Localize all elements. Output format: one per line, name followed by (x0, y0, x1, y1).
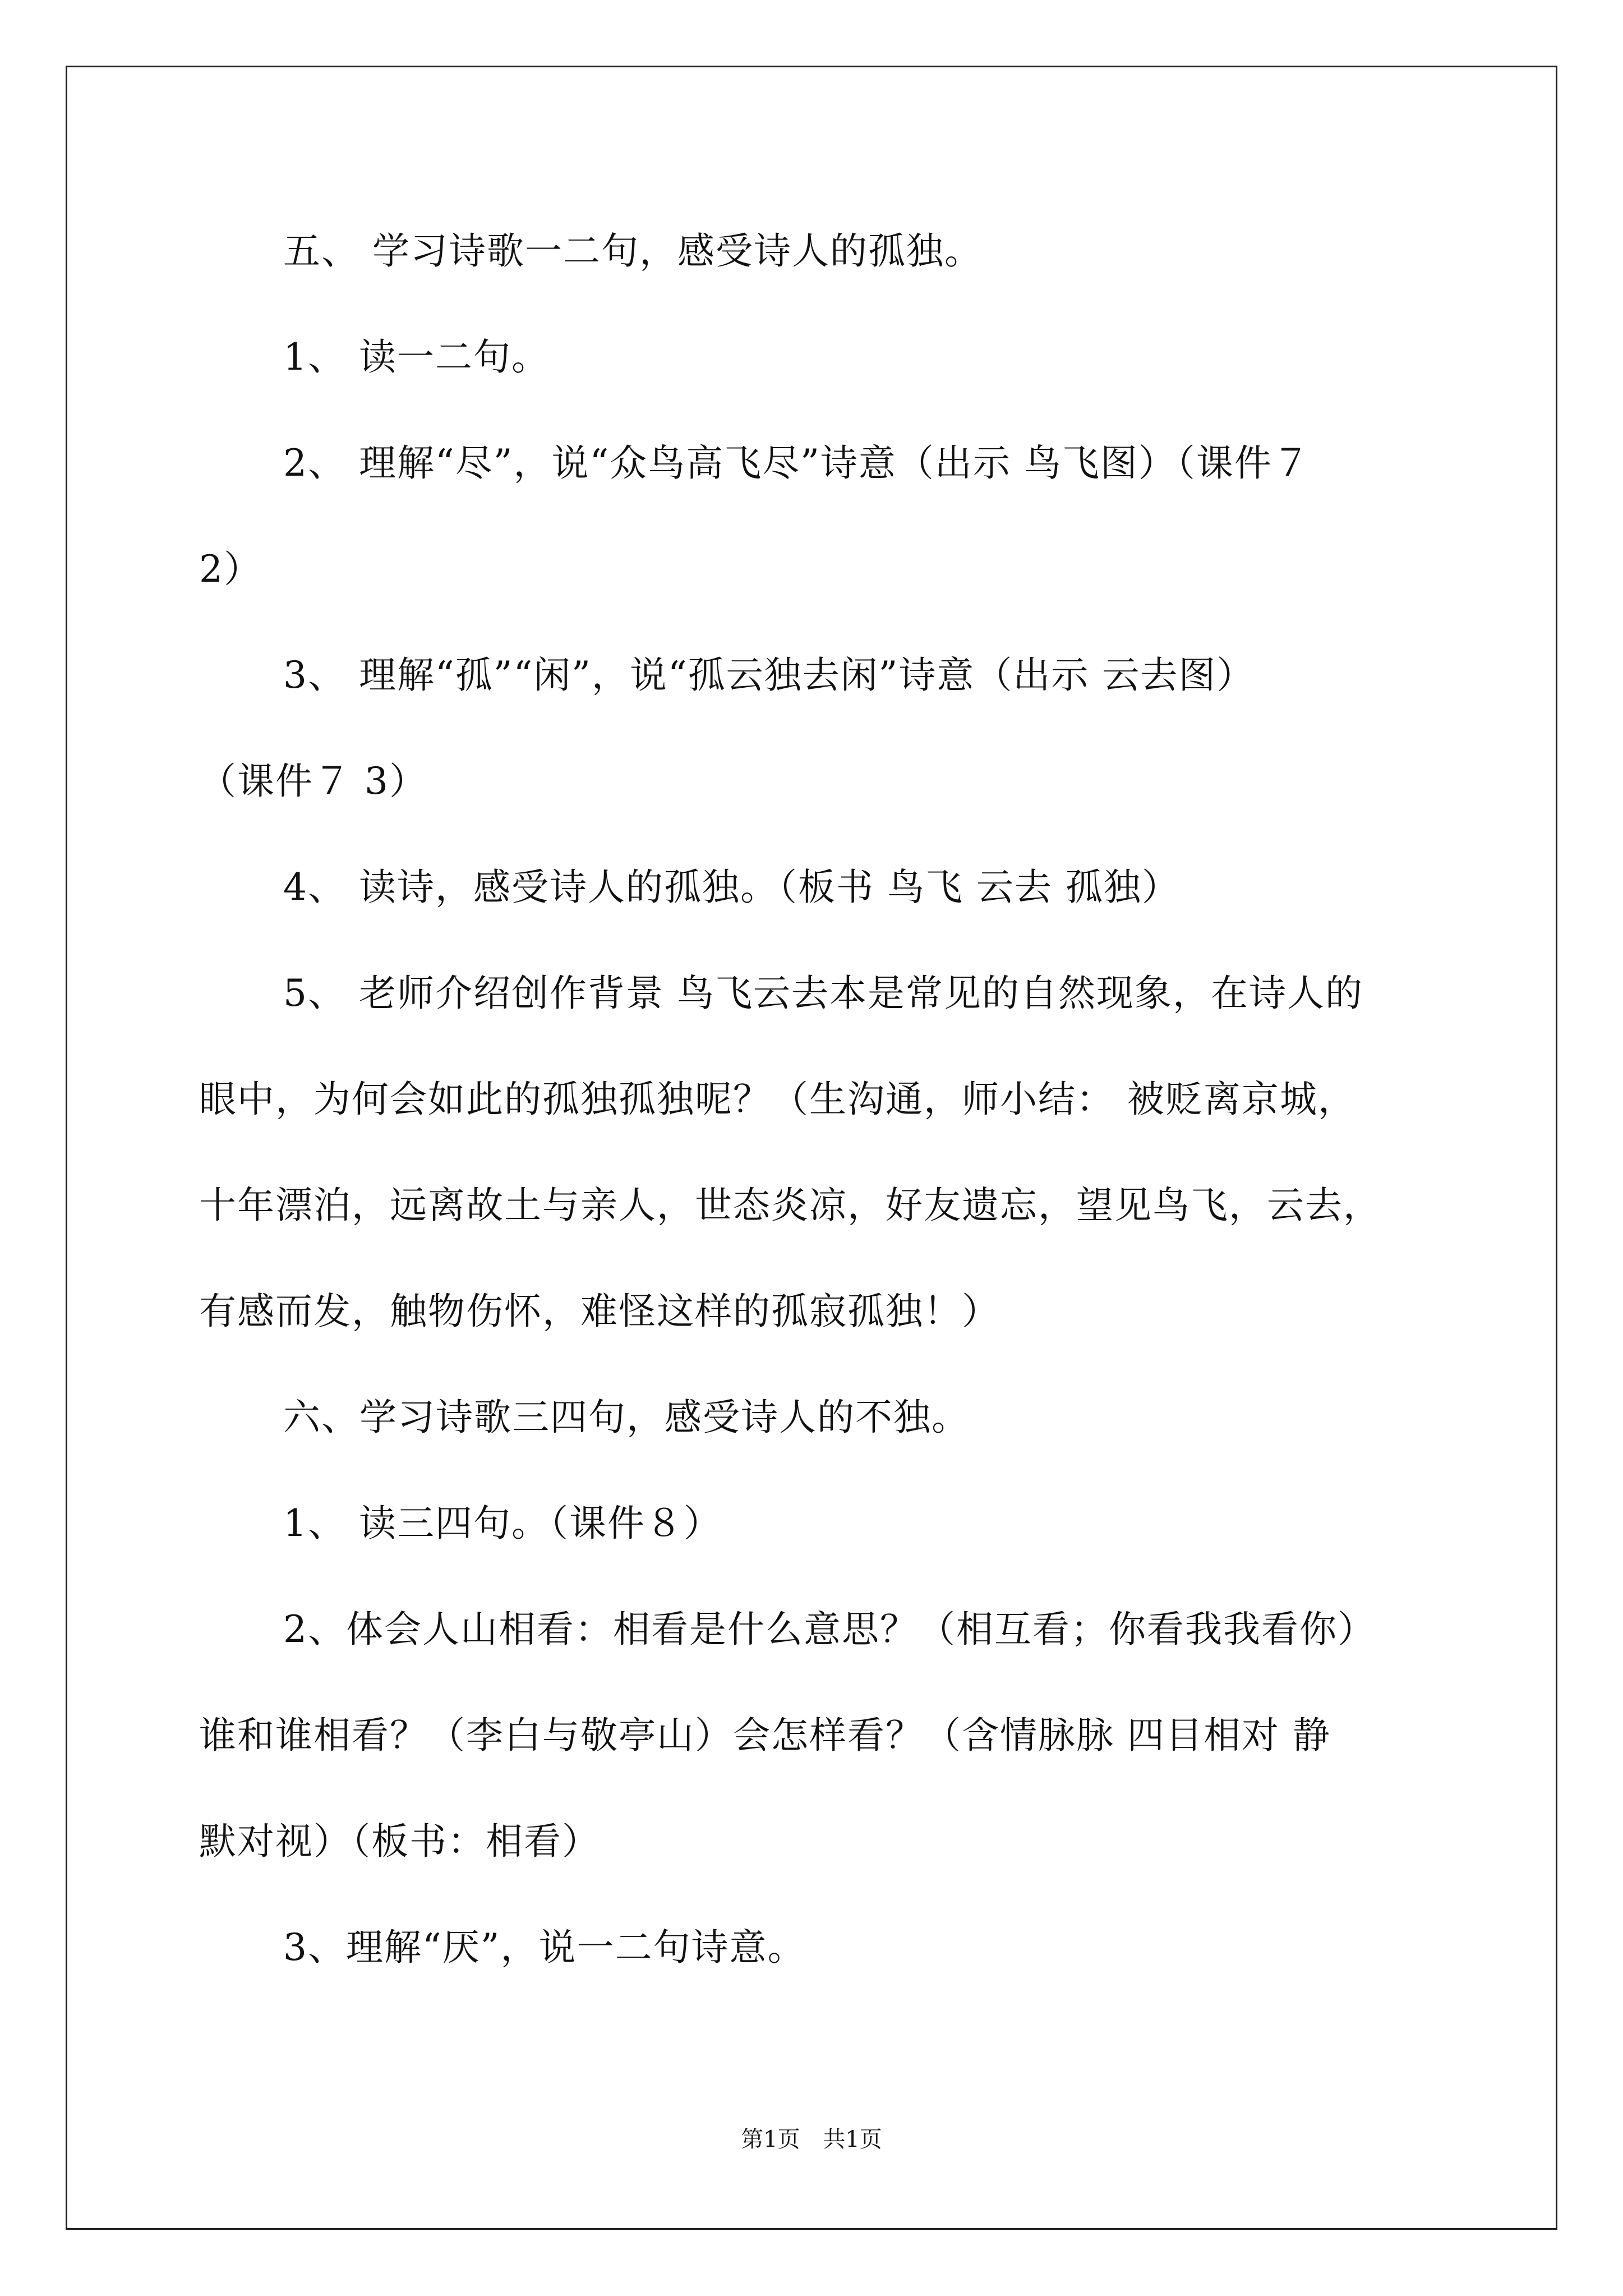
page-total: 共1页 (823, 2127, 882, 2152)
page-footer (0, 2123, 1623, 2156)
paragraph-item-6-1: 1、 读三四句。（课件８） (283, 1502, 722, 1545)
paragraph-item-3-cont: （课件７ 3） (199, 760, 427, 803)
paragraph-item-5: 5、 老师介绍创作背景 鸟飞云去本是常见的自然现象，在诗人的 (283, 972, 1363, 1015)
heading-section-six: 六、学习诗歌三四句，感受诗人的不独。 (283, 1396, 970, 1439)
heading-section-five: 五、 学习诗歌一二句，感受诗人的孤独。 (283, 229, 983, 273)
paragraph-item-6-2: 2、体会人山相看：相看是什么意思？（相互看；你看我我看你） (283, 1608, 1376, 1651)
paragraph-item-2: 2、 理解“尽”，说“众鸟高飞尽”诗意（出示 鸟飞图）（课件７ (283, 441, 1311, 485)
paragraph-item-6-2-cont-2: 默对视）（板书：相看） (199, 1820, 600, 1863)
paragraph-item-2-cont: 2） (199, 547, 262, 591)
paragraph-item-6-3: 3、理解“厌”，说一二句诗意。 (283, 1926, 806, 1969)
paragraph-item-1: 1、 读一二句。 (283, 335, 550, 379)
page-border (66, 66, 1557, 2230)
paragraph-item-4: 4、 读诗，感受诗人的孤独。（板书 鸟飞 云去 孤独） (283, 866, 1180, 909)
paragraph-item-5-cont-1: 眼中，为何会如此的孤独孤独呢？（生沟通，师小结： 被贬离京城， (199, 1078, 1356, 1121)
paragraph-item-3: 3、 理解“孤”“闲”，说“孤云独去闲”诗意（出示 云去图） (283, 654, 1255, 697)
paragraph-item-5-cont-3: 有感而发，触物伤怀，难怪这样的孤寂孤独！） (199, 1290, 1000, 1333)
paragraph-item-6-2-cont-1: 谁和谁相看？（李白与敬亭山）会怎样看？（含情脉脉 四目相对 静 (199, 1714, 1331, 1757)
page-number: 第1页 (741, 2127, 800, 2152)
paragraph-item-5-cont-2: 十年漂泊，远离故土与亲人，世态炎凉，好友遗忘，望见鸟飞，云去， (199, 1184, 1381, 1227)
